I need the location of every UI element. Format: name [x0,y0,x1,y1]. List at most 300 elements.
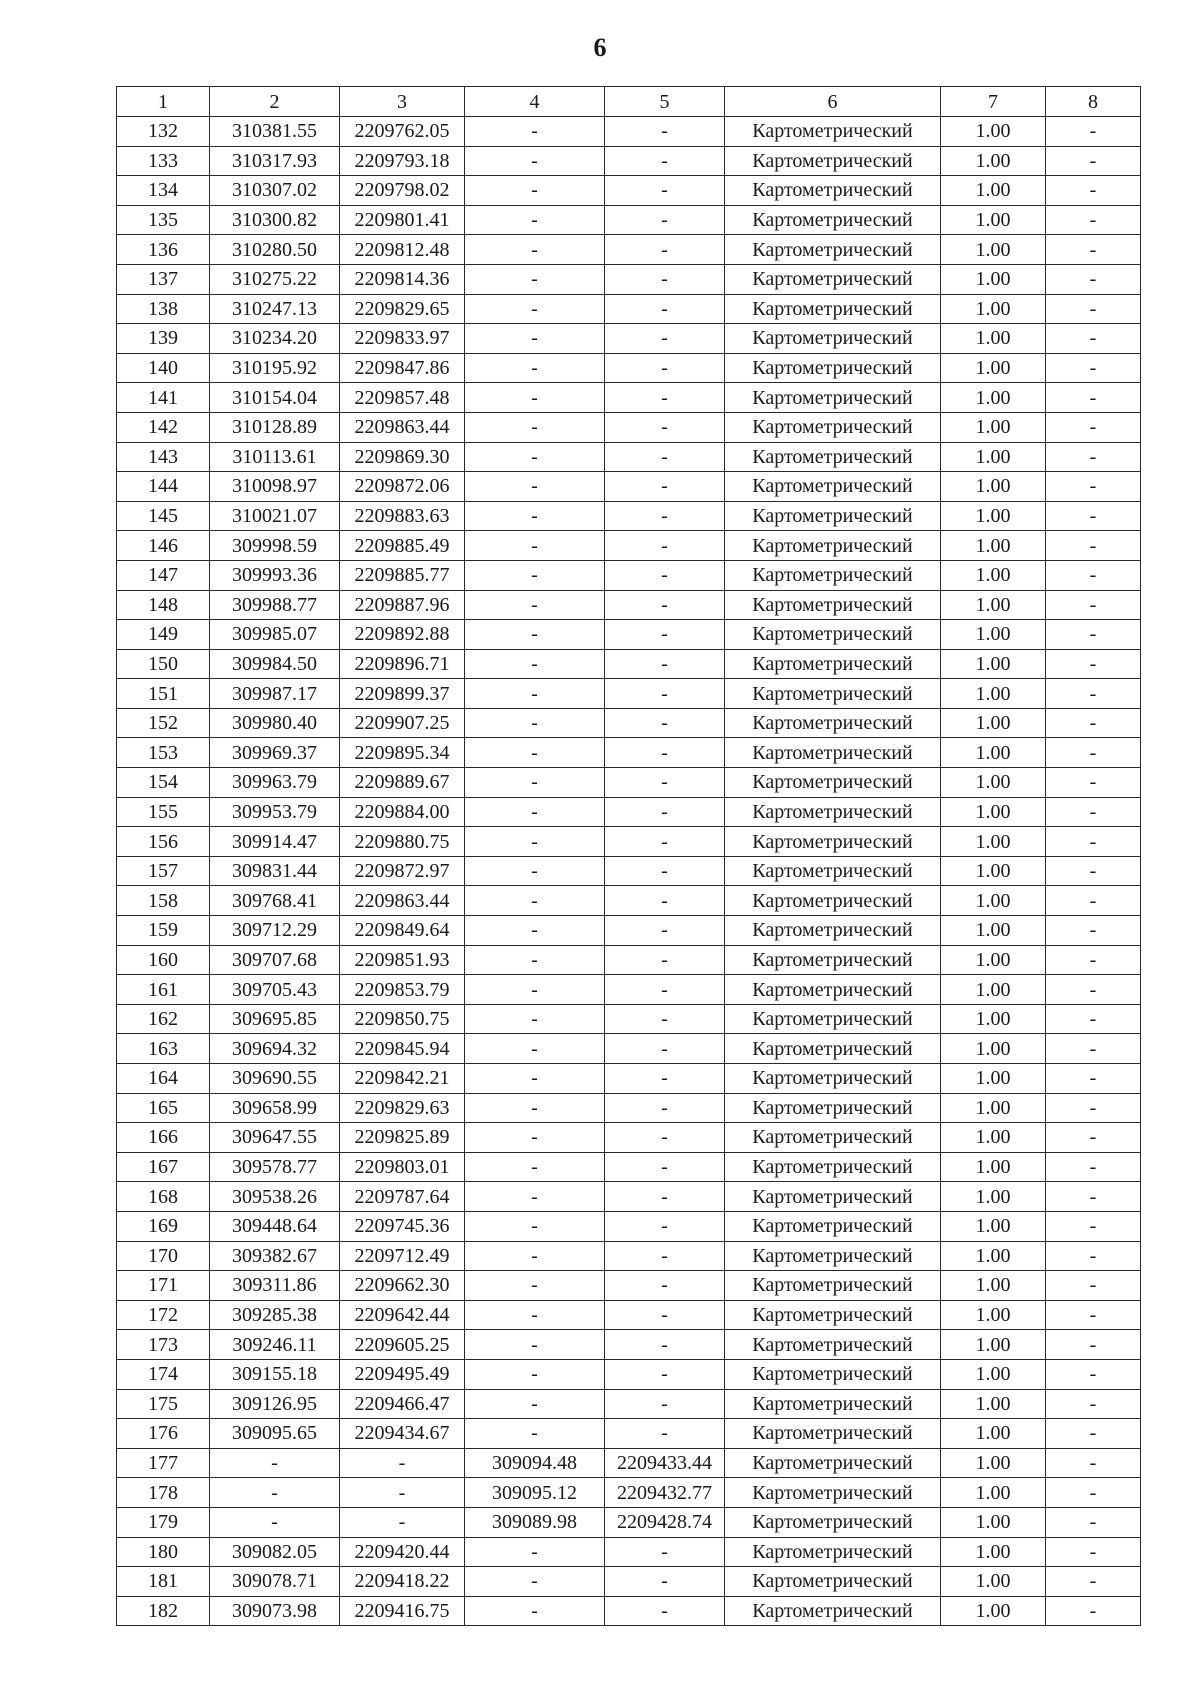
cell-point-number: 150 [117,649,210,679]
cell-point-number: 141 [117,383,210,413]
cell-method: Картометрический [725,1419,941,1449]
cell-accuracy: 1.00 [941,1507,1046,1537]
cell-existing-y: 2209605.25 [340,1330,465,1360]
table-row [117,442,1141,472]
table-row [117,324,1141,354]
cell-existing-y: 2209814.36 [340,264,465,294]
cell-method: Картометрический [725,560,941,590]
cell-point-number: 159 [117,916,210,946]
cell-refined-y: - [605,324,725,354]
cell-refined-x: 309089.98 [465,1507,605,1537]
cell-description: - [1046,708,1141,738]
cell-method: Картометрический [725,146,941,176]
table-row [117,827,1141,857]
cell-point-number: 153 [117,738,210,768]
cell-description: - [1046,1211,1141,1241]
cell-accuracy: 1.00 [941,827,1046,857]
cell-existing-x: 309987.17 [210,679,340,709]
cell-description: - [1046,1478,1141,1508]
cell-refined-y: - [605,975,725,1005]
cell-existing-y: 2209896.71 [340,649,465,679]
cell-accuracy: 1.00 [941,679,1046,709]
cell-existing-x: 309078.71 [210,1567,340,1597]
cell-description: - [1046,264,1141,294]
cell-existing-y: 2209895.34 [340,738,465,768]
cell-refined-y: - [605,531,725,561]
cell-existing-x: 309963.79 [210,768,340,798]
cell-existing-y: 2209642.44 [340,1300,465,1330]
cell-description: - [1046,1152,1141,1182]
cell-refined-x: - [465,738,605,768]
cell-accuracy: 1.00 [941,649,1046,679]
cell-point-number: 181 [117,1567,210,1597]
cell-existing-x: 310195.92 [210,353,340,383]
cell-existing-x: 309382.67 [210,1241,340,1271]
cell-accuracy: 1.00 [941,1596,1046,1626]
cell-description: - [1046,886,1141,916]
cell-existing-x: 309578.77 [210,1152,340,1182]
cell-point-number: 148 [117,590,210,620]
cell-description: - [1046,1241,1141,1271]
cell-existing-y: 2209849.64 [340,916,465,946]
cell-refined-y: - [605,1596,725,1626]
cell-existing-x: 309095.65 [210,1419,340,1449]
cell-refined-x: - [465,620,605,650]
cell-existing-y: 2209829.65 [340,294,465,324]
column-header-1: 1 [117,87,210,117]
cell-point-number: 178 [117,1478,210,1508]
cell-accuracy: 1.00 [941,1448,1046,1478]
cell-refined-y: - [605,1359,725,1389]
column-header-4: 4 [465,87,605,117]
cell-point-number: 164 [117,1064,210,1094]
cell-refined-y: - [605,560,725,590]
cell-point-number: 174 [117,1359,210,1389]
table-header [117,87,1141,117]
cell-accuracy: 1.00 [941,1241,1046,1271]
cell-accuracy: 1.00 [941,708,1046,738]
cell-method: Картометрический [725,1537,941,1567]
cell-description: - [1046,1359,1141,1389]
cell-method: Картометрический [725,1596,941,1626]
cell-point-number: 160 [117,945,210,975]
table-row [117,353,1141,383]
cell-description: - [1046,1448,1141,1478]
cell-existing-x: 310275.22 [210,264,340,294]
cell-point-number: 179 [117,1507,210,1537]
cell-existing-y: 2209745.36 [340,1211,465,1241]
cell-method: Картометрический [725,827,941,857]
cell-existing-y: 2209887.96 [340,590,465,620]
cell-point-number: 142 [117,412,210,442]
cell-description: - [1046,383,1141,413]
table-row [117,531,1141,561]
cell-method: Картометрический [725,472,941,502]
cell-accuracy: 1.00 [941,945,1046,975]
cell-refined-x: - [465,1211,605,1241]
cell-accuracy: 1.00 [941,412,1046,442]
cell-refined-x: - [465,1359,605,1389]
cell-point-number: 176 [117,1419,210,1449]
table-row [117,620,1141,650]
cell-point-number: 161 [117,975,210,1005]
cell-existing-x: 309768.41 [210,886,340,916]
cell-refined-x: - [465,1182,605,1212]
cell-existing-x: 309988.77 [210,590,340,620]
cell-refined-y: - [605,146,725,176]
cell-accuracy: 1.00 [941,1093,1046,1123]
cell-existing-y: - [340,1507,465,1537]
table-row [117,176,1141,206]
cell-method: Картометрический [725,442,941,472]
cell-existing-x: 310098.97 [210,472,340,502]
cell-existing-x: 309694.32 [210,1034,340,1064]
cell-existing-y: 2209885.49 [340,531,465,561]
cell-refined-x: - [465,383,605,413]
cell-method: Картометрический [725,620,941,650]
cell-description: - [1046,146,1141,176]
table-row [117,1123,1141,1153]
cell-accuracy: 1.00 [941,620,1046,650]
cell-method: Картометрический [725,1182,941,1212]
cell-refined-x: - [465,708,605,738]
cell-refined-y: - [605,1271,725,1301]
table-row [117,590,1141,620]
coordinates-table [116,86,1141,1626]
cell-accuracy: 1.00 [941,501,1046,531]
table-row [117,472,1141,502]
cell-refined-y: - [605,1211,725,1241]
cell-point-number: 137 [117,264,210,294]
table-row [117,1093,1141,1123]
cell-existing-x: 309969.37 [210,738,340,768]
cell-point-number: 143 [117,442,210,472]
table-row [117,383,1141,413]
cell-accuracy: 1.00 [941,1389,1046,1419]
cell-existing-x: 310128.89 [210,412,340,442]
cell-description: - [1046,560,1141,590]
cell-method: Картометрический [725,1330,941,1360]
cell-method: Картометрический [725,353,941,383]
cell-accuracy: 1.00 [941,1330,1046,1360]
table-row [117,975,1141,1005]
cell-accuracy: 1.00 [941,1478,1046,1508]
cell-existing-y: - [340,1448,465,1478]
cell-accuracy: 1.00 [941,1419,1046,1449]
cell-existing-x: 309246.11 [210,1330,340,1360]
cell-refined-y: - [605,886,725,916]
cell-point-number: 175 [117,1389,210,1419]
cell-existing-y: 2209869.30 [340,442,465,472]
cell-point-number: 139 [117,324,210,354]
cell-accuracy: 1.00 [941,1064,1046,1094]
cell-existing-x: 309448.64 [210,1211,340,1241]
cell-point-number: 177 [117,1448,210,1478]
cell-refined-y: - [605,738,725,768]
cell-existing-x: - [210,1478,340,1508]
cell-method: Картометрический [725,708,941,738]
cell-refined-x: - [465,679,605,709]
cell-existing-x: 310247.13 [210,294,340,324]
cell-point-number: 149 [117,620,210,650]
cell-refined-x: - [465,501,605,531]
cell-method: Картометрический [725,590,941,620]
cell-refined-y: - [605,1182,725,1212]
cell-existing-y: 2209787.64 [340,1182,465,1212]
cell-existing-y: 2209434.67 [340,1419,465,1449]
cell-accuracy: 1.00 [941,1123,1046,1153]
cell-method: Картометрический [725,649,941,679]
cell-method: Картометрический [725,1448,941,1478]
cell-refined-x: - [465,1300,605,1330]
cell-method: Картометрический [725,176,941,206]
cell-point-number: 156 [117,827,210,857]
cell-method: Картометрический [725,768,941,798]
column-header-2: 2 [210,87,340,117]
cell-existing-y: 2209850.75 [340,1004,465,1034]
cell-accuracy: 1.00 [941,383,1046,413]
cell-accuracy: 1.00 [941,1300,1046,1330]
cell-point-number: 162 [117,1004,210,1034]
cell-method: Картометрический [725,916,941,946]
cell-existing-x: 309993.36 [210,560,340,590]
cell-refined-x: - [465,1419,605,1449]
cell-point-number: 155 [117,797,210,827]
cell-existing-y: 2209420.44 [340,1537,465,1567]
cell-description: - [1046,768,1141,798]
cell-description: - [1046,797,1141,827]
cell-point-number: 151 [117,679,210,709]
cell-description: - [1046,738,1141,768]
cell-accuracy: 1.00 [941,738,1046,768]
cell-description: - [1046,1419,1141,1449]
cell-refined-x: - [465,1064,605,1094]
cell-accuracy: 1.00 [941,1537,1046,1567]
cell-accuracy: 1.00 [941,916,1046,946]
cell-method: Картометрический [725,205,941,235]
table-row [117,1537,1141,1567]
cell-point-number: 165 [117,1093,210,1123]
cell-description: - [1046,412,1141,442]
cell-existing-x: 310300.82 [210,205,340,235]
cell-existing-x: 309712.29 [210,916,340,946]
column-header-7: 7 [941,87,1046,117]
cell-existing-x: 310307.02 [210,176,340,206]
table-row [117,1064,1141,1094]
table-row [117,1389,1141,1419]
cell-description: - [1046,1330,1141,1360]
cell-refined-y: - [605,856,725,886]
cell-point-number: 132 [117,117,210,147]
table-row [117,1152,1141,1182]
cell-method: Картометрический [725,856,941,886]
table-row [117,1300,1141,1330]
header-row [117,87,1141,117]
cell-method: Картометрический [725,1152,941,1182]
cell-refined-x: - [465,442,605,472]
cell-point-number: 180 [117,1537,210,1567]
cell-accuracy: 1.00 [941,1034,1046,1064]
cell-refined-x: - [465,412,605,442]
cell-refined-x: - [465,827,605,857]
cell-accuracy: 1.00 [941,1271,1046,1301]
cell-method: Картометрический [725,1123,941,1153]
cell-accuracy: 1.00 [941,1182,1046,1212]
cell-refined-y: - [605,442,725,472]
table-row [117,1330,1141,1360]
cell-refined-y: - [605,1241,725,1271]
cell-description: - [1046,1182,1141,1212]
cell-point-number: 147 [117,560,210,590]
cell-point-number: 133 [117,146,210,176]
cell-existing-y: 2209466.47 [340,1389,465,1419]
cell-point-number: 168 [117,1182,210,1212]
cell-existing-x: 310381.55 [210,117,340,147]
cell-refined-y: - [605,117,725,147]
cell-existing-y: 2209899.37 [340,679,465,709]
cell-method: Картометрический [725,235,941,265]
cell-accuracy: 1.00 [941,1359,1046,1389]
cell-refined-x: - [465,1567,605,1597]
cell-existing-y: 2209812.48 [340,235,465,265]
cell-method: Картометрический [725,1093,941,1123]
cell-existing-x: 309538.26 [210,1182,340,1212]
cell-refined-y: - [605,916,725,946]
table-row [117,146,1141,176]
cell-existing-y: 2209798.02 [340,176,465,206]
page-number: 6 [593,33,607,62]
cell-point-number: 172 [117,1300,210,1330]
cell-method: Картометрический [725,1359,941,1389]
cell-description: - [1046,1064,1141,1094]
cell-description: - [1046,1093,1141,1123]
cell-existing-y: 2209416.75 [340,1596,465,1626]
cell-method: Картометрический [725,945,941,975]
table-body [117,117,1141,1626]
cell-refined-x: - [465,353,605,383]
cell-existing-y: 2209851.93 [340,945,465,975]
cell-point-number: 166 [117,1123,210,1153]
cell-refined-y: - [605,205,725,235]
cell-refined-y: - [605,708,725,738]
cell-existing-x: 309831.44 [210,856,340,886]
cell-refined-y: - [605,590,725,620]
cell-refined-x: - [465,856,605,886]
cell-refined-x: - [465,945,605,975]
cell-refined-x: - [465,324,605,354]
cell-method: Картометрический [725,1271,941,1301]
cell-point-number: 163 [117,1034,210,1064]
table-row [117,412,1141,442]
cell-method: Картометрический [725,264,941,294]
cell-accuracy: 1.00 [941,205,1046,235]
cell-existing-y: 2209853.79 [340,975,465,1005]
column-header-3: 3 [340,87,465,117]
cell-refined-x: - [465,1596,605,1626]
cell-description: - [1046,501,1141,531]
cell-refined-y: - [605,1537,725,1567]
cell-existing-x: 310234.20 [210,324,340,354]
cell-existing-x: 309285.38 [210,1300,340,1330]
cell-refined-x: - [465,916,605,946]
cell-refined-x: - [465,886,605,916]
cell-accuracy: 1.00 [941,442,1046,472]
cell-refined-x: - [465,1004,605,1034]
cell-existing-x: 309914.47 [210,827,340,857]
cell-existing-y: 2209825.89 [340,1123,465,1153]
cell-description: - [1046,353,1141,383]
cell-existing-y: 2209845.94 [340,1034,465,1064]
cell-description: - [1046,1034,1141,1064]
table-row [117,205,1141,235]
cell-existing-x: 309953.79 [210,797,340,827]
cell-description: - [1046,1507,1141,1537]
cell-method: Картометрический [725,117,941,147]
cell-refined-y: 2209433.44 [605,1448,725,1478]
cell-description: - [1046,235,1141,265]
cell-refined-y: - [605,1152,725,1182]
cell-existing-y: 2209847.86 [340,353,465,383]
cell-point-number: 138 [117,294,210,324]
cell-method: Картометрический [725,531,941,561]
cell-method: Картометрический [725,501,941,531]
table-row [117,1478,1141,1508]
cell-existing-x: 309073.98 [210,1596,340,1626]
cell-description: - [1046,827,1141,857]
cell-existing-x: 309126.95 [210,1389,340,1419]
cell-method: Картометрический [725,1389,941,1419]
cell-refined-x: - [465,146,605,176]
cell-refined-y: - [605,264,725,294]
cell-refined-x: - [465,117,605,147]
cell-refined-x: - [465,1389,605,1419]
cell-existing-y: 2209662.30 [340,1271,465,1301]
cell-refined-y: - [605,501,725,531]
table-row [117,945,1141,975]
table-row [117,264,1141,294]
cell-refined-y: - [605,472,725,502]
cell-refined-y: - [605,797,725,827]
cell-existing-x: 309984.50 [210,649,340,679]
cell-refined-y: - [605,945,725,975]
cell-existing-x: 310154.04 [210,383,340,413]
cell-description: - [1046,1300,1141,1330]
table-row [117,1419,1141,1449]
cell-existing-y: 2209892.88 [340,620,465,650]
cell-refined-y: - [605,649,725,679]
table-row [117,1241,1141,1271]
cell-existing-x: 309705.43 [210,975,340,1005]
table-row [117,117,1141,147]
cell-point-number: 170 [117,1241,210,1271]
cell-point-number: 144 [117,472,210,502]
cell-existing-y: - [340,1478,465,1508]
cell-point-number: 171 [117,1271,210,1301]
cell-accuracy: 1.00 [941,886,1046,916]
table-row [117,768,1141,798]
cell-method: Картометрический [725,1004,941,1034]
cell-point-number: 136 [117,235,210,265]
cell-description: - [1046,1389,1141,1419]
cell-accuracy: 1.00 [941,472,1046,502]
cell-refined-x: 309094.48 [465,1448,605,1478]
cell-refined-y: - [605,1064,725,1094]
table-row [117,235,1141,265]
cell-existing-y: 2209803.01 [340,1152,465,1182]
cell-description: - [1046,590,1141,620]
cell-refined-y: - [605,1330,725,1360]
table-row [117,797,1141,827]
